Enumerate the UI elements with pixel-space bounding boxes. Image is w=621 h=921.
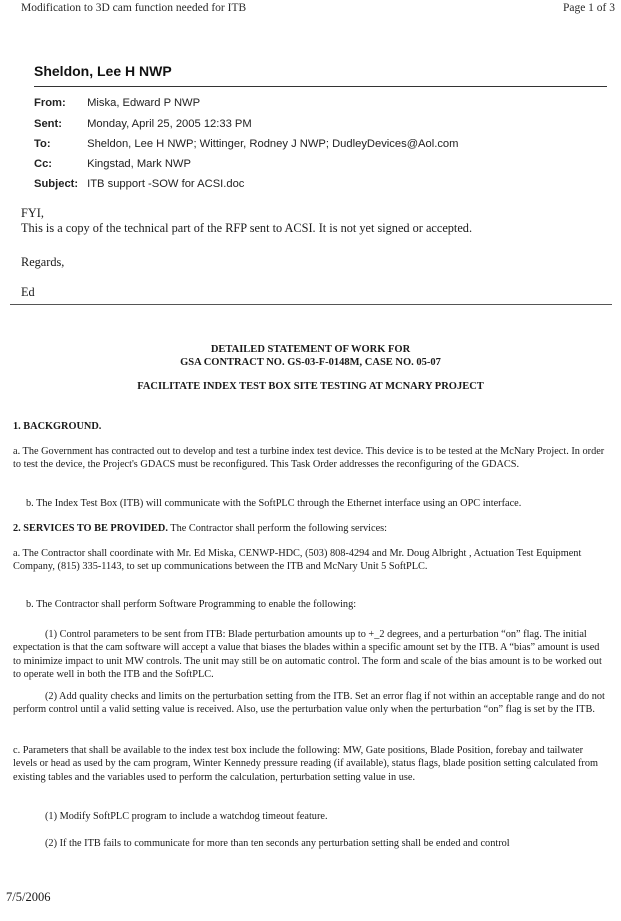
section-2c2-paragraph: (2) If the ITB fails to communicate for more than ten seconds any perturbation setting shall be ended and control bbox=[45, 838, 510, 849]
sow-title-line-1: DETAILED STATEMENT OF WORK FOR bbox=[210, 344, 411, 355]
from-label: From: bbox=[34, 97, 66, 109]
sow-title-line-2: GSA CONTRACT NO. GS-03-F-0148M, CASE NO. 05-07 bbox=[180, 357, 441, 368]
subject-label: Subject: bbox=[34, 178, 79, 190]
to-label: To: bbox=[34, 138, 51, 150]
sow-subtitle: FACILITATE INDEX TEST BOX SITE TESTING AT MCNARY PROJECT bbox=[137, 381, 484, 392]
section-2a-paragraph: a. The Contractor shall coordinate with Mr. Ed Miska, CENWP-HDC, (503) 808-4294 and Mr. Doug Albright , Actuation Test Equipment Company, (815) 335-1143, to set up communications between the ITB and McNary Unit 5 SoftPLC. bbox=[13, 548, 582, 573]
print-footer-date: 7/5/2006 bbox=[6, 890, 51, 904]
sent-value: Monday, April 25, 2005 12:33 PM bbox=[87, 118, 252, 130]
email-closing: Regards, bbox=[21, 255, 65, 269]
section-1b-paragraph: b. The Index Test Box (ITB) will communicate with the SoftPLC through the Ethernet interface using an OPC interface. bbox=[26, 498, 522, 509]
email-message: This is a copy of the technical part of the RFP sent to ACSI. It is not yet signed or accepted. bbox=[21, 221, 473, 235]
email-to-row bbox=[34, 138, 458, 150]
section-2-intro bbox=[13, 522, 607, 535]
section-2c1-paragraph: (1) Modify SoftPLC program to include a watchdog timeout feature. bbox=[45, 811, 328, 822]
section-1-heading: 1. BACKGROUND. bbox=[13, 421, 102, 432]
to-value: Sheldon, Lee H NWP; Wittinger, Rodney J NWP; DudleyDevices@Aol.com bbox=[87, 138, 459, 150]
section-2b1-paragraph: (1) Control parameters to be sent from ITB: Blade perturbation amounts up to +_2 degrees, and a perturbation “on” flag. The initial expectation is that the cam software will accept a value that biases the blades within a specific amount set by the ITB. A “bias” amount is used to minimize impact to unit MW controls. The unit may still be on automatic control. The form and scale of the bias amount is to be worked out to operate well in both the ITB and the SoftPLC. bbox=[13, 629, 602, 681]
email-cc-row bbox=[34, 158, 191, 170]
section-2b-paragraph: b. The Contractor shall perform Software Programming to enable the following: bbox=[26, 599, 357, 610]
body-divider bbox=[10, 304, 612, 305]
from-value: Miska, Edward P NWP bbox=[87, 97, 201, 109]
section-2-intro-text: The Contractor shall perform the following services: bbox=[170, 523, 388, 534]
mailbox-owner-name: Sheldon, Lee H NWP bbox=[34, 63, 172, 79]
cc-value: Kingstad, Mark NWP bbox=[87, 158, 191, 170]
section-2-heading: 2. SERVICES TO BE PROVIDED. bbox=[13, 523, 168, 534]
email-sent-row bbox=[34, 118, 252, 130]
subject-value: ITB support -SOW for ACSI.doc bbox=[87, 178, 245, 190]
section-1a-paragraph: a. The Government has contracted out to develop and test a turbine index test device. This device is to be tested at the McNary Project. In order to test the device, the Project's GDACS must be reconfigured. This Task Order addresses the reconfiguring of the GDACS. bbox=[13, 446, 605, 471]
header-divider bbox=[34, 86, 607, 87]
section-2c-paragraph: c. Parameters that shall be available to the index test box include the following: MW, Gate positions, Blade Position, forebay and tailwater levels or head as used by the cam program, Winter Kennedy pressure reading (if available), status flags, blade position setting calculated from existing tables and the variables used to perform the calculation, perturbation setting value in use. bbox=[13, 745, 598, 783]
sent-label: Sent: bbox=[34, 118, 62, 130]
email-signature: Ed bbox=[21, 285, 35, 299]
email-greeting: FYI, bbox=[21, 206, 44, 220]
email-from-row bbox=[34, 97, 200, 109]
print-header-title: Modification to 3D cam function needed for ITB bbox=[21, 2, 247, 14]
cc-label: Cc: bbox=[34, 158, 53, 170]
section-2b2-paragraph: (2) Add quality checks and limits on the perturbation setting from the ITB. Set an error flag if not within an acceptable range and do not perform control until a valid setting value is received. Also, use the perturbation value only when the perturbation “on” flag is set by the ITB. bbox=[13, 691, 605, 716]
print-header-page-number: Page 1 of 3 bbox=[562, 2, 615, 14]
email-subject-row bbox=[34, 178, 244, 190]
